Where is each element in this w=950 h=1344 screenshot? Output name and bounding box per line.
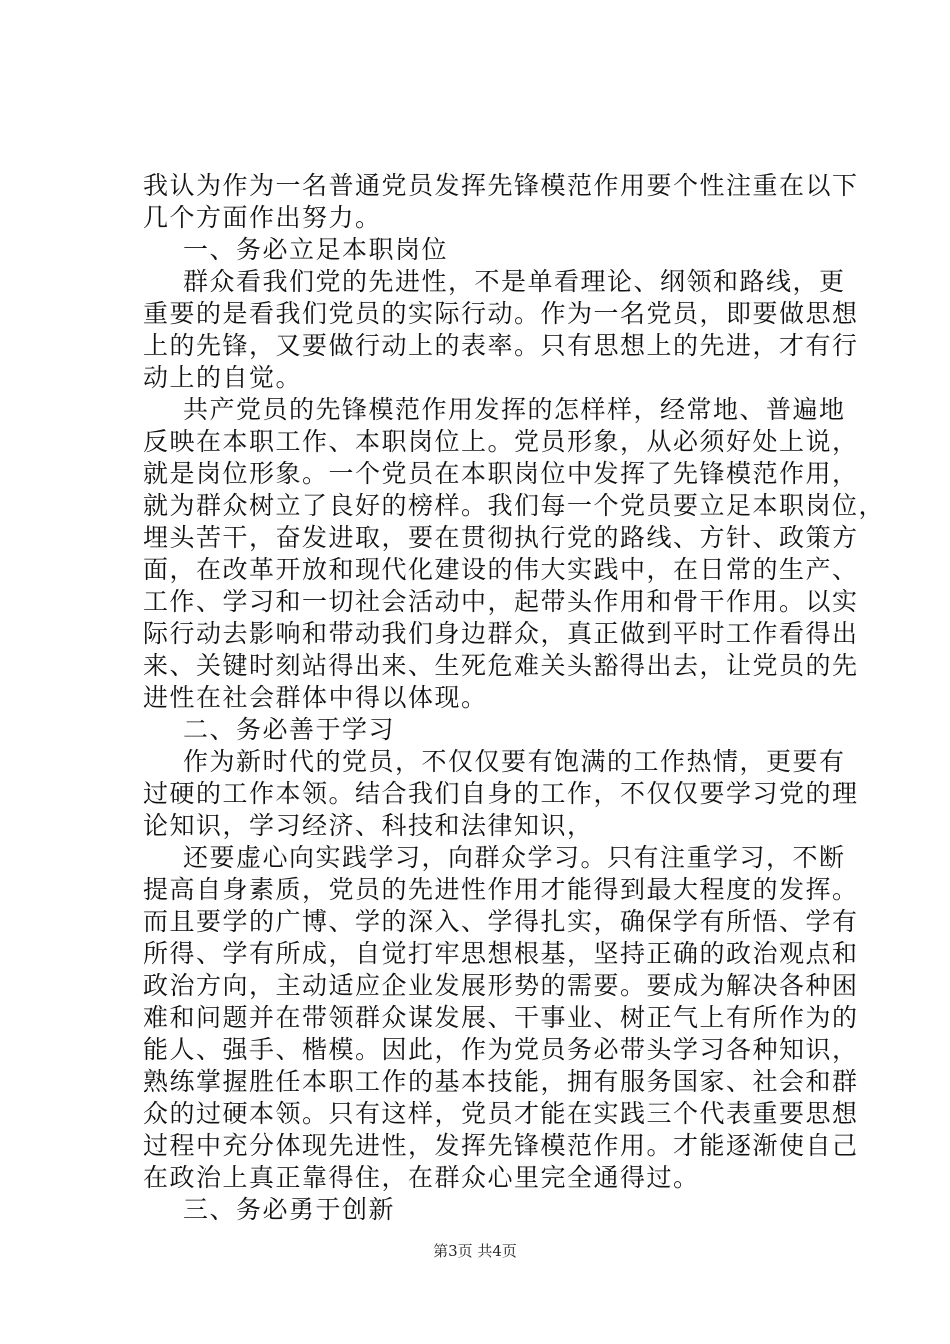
text-line: 作为新时代的党员，不仅仅要有饱满的工作热情，更要有 bbox=[183, 747, 846, 776]
text-line: 所得、学有所成，自觉打牢思想根基，坚持正确的政治观点和 bbox=[143, 939, 859, 968]
text-line: 提高自身素质，党员的先进性作用才能得到最大程度的发挥。 bbox=[143, 875, 859, 904]
text-line: 就是岗位形象。一个党员在本职岗位中发挥了先锋模范作用， bbox=[143, 459, 859, 488]
text-line: 能人、强手、楷模。因此，作为党员务必带头学习各种知识， bbox=[143, 1035, 859, 1064]
text-line: 上的先锋，又要做行动上的表率。只有思想上的先进，才有行 bbox=[143, 331, 859, 360]
text-line: 重要的是看我们党员的实际行动。作为一名党员，即要做思想 bbox=[143, 299, 859, 328]
text-line: 面，在改革开放和现代化建设的伟大实践中，在日常的生产、 bbox=[143, 555, 859, 584]
section-heading: 三、务必勇于创新 bbox=[183, 1195, 396, 1224]
text-line: 埋头苦干，奋发进取，要在贯彻执行党的路线、方针、政策方 bbox=[143, 523, 859, 552]
text-line: 工作、学习和一切社会活动中，起带头作用和骨干作用。以实 bbox=[143, 587, 859, 616]
text-line: 在政治上真正靠得住，在群众心里完全通得过。 bbox=[143, 1163, 700, 1192]
text-line: 动上的自觉。 bbox=[143, 363, 303, 392]
text-line: 难和问题并在带领群众谋发展、干事业、树正气上有所作为的 bbox=[143, 1003, 859, 1032]
page-number-footer: 第3页 共4页 bbox=[433, 1242, 517, 1260]
text-line: 群众看我们党的先进性，不是单看理论、纲领和路线，更 bbox=[183, 267, 846, 296]
text-line: 几个方面作出努力。 bbox=[143, 203, 382, 232]
section-heading: 二、务必善于学习 bbox=[183, 715, 396, 744]
text-line: 反映在本职工作、本职岗位上。党员形象，从必须好处上说， bbox=[143, 427, 859, 456]
text-line: 熟练掌握胜任本职工作的基本技能，拥有服务国家、社会和群 bbox=[143, 1067, 859, 1096]
text-line: 论知识，学习经济、科技和法律知识， bbox=[143, 811, 594, 840]
text-line: 过程中充分体现先进性，发挥先锋模范作用。才能逐渐使自己 bbox=[143, 1131, 859, 1160]
text-line: 而且要学的广博、学的深入、学得扎实，确保学有所悟、学有 bbox=[143, 907, 859, 936]
text-line: 过硬的工作本领。结合我们自身的工作，不仅仅要学习党的理 bbox=[143, 779, 859, 808]
text-line: 际行动去影响和带动我们身边群众，真正做到平时工作看得出 bbox=[143, 619, 859, 648]
text-line: 就为群众树立了良好的榜样。我们每一个党员要立足本职岗位， bbox=[143, 491, 886, 520]
text-line: 共产党员的先锋模范作用发挥的怎样样，经常地、普遍地 bbox=[183, 395, 846, 424]
text-line: 还要虚心向实践学习，向群众学习。只有注重学习，不断 bbox=[183, 843, 846, 872]
text-line: 众的过硬本领。只有这样，党员才能在实践三个代表重要思想 bbox=[143, 1099, 859, 1128]
text-line: 来、关键时刻站得出来、生死危难关头豁得出去，让党员的先 bbox=[143, 651, 859, 680]
text-line: 我认为作为一名普通党员发挥先锋模范作用要个性注重在以下 bbox=[143, 171, 859, 200]
text-line: 进性在社会群体中得以体现。 bbox=[143, 683, 488, 712]
text-line: 政治方向，主动适应企业发展形势的需要。要成为解决各种困 bbox=[143, 971, 859, 1000]
section-heading: 一、务必立足本职岗位 bbox=[183, 235, 449, 264]
